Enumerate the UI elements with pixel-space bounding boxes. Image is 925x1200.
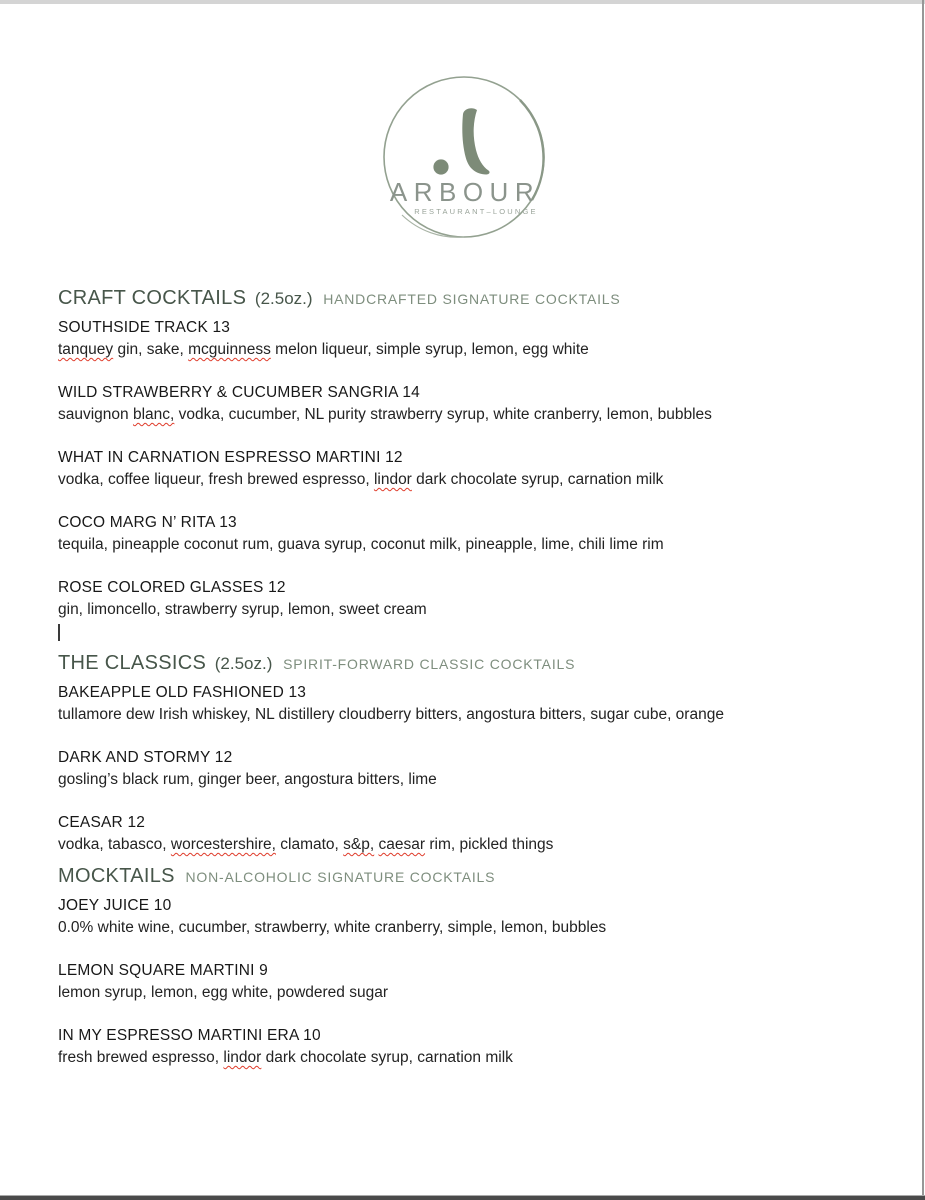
ingredient-text: vodka, tabasco, bbox=[58, 836, 171, 853]
ingredient-text: fresh brewed espresso, bbox=[58, 1049, 224, 1066]
ingredient-text: 0.0% white wine, cucumber, strawberry, white cranberry, simple, lemon, bubbles bbox=[58, 919, 607, 936]
section-items bbox=[58, 895, 858, 1069]
ingredient-text: dark chocolate syrup, carnation milk bbox=[261, 1049, 513, 1066]
item-name-price: WHAT IN CARNATION ESPRESSO MARTINI 12 bbox=[58, 449, 403, 466]
item-ingredients bbox=[58, 769, 858, 791]
ingredient-text: clamato, bbox=[275, 836, 344, 853]
ingredient-text: gosling’s black rum, ginger beer, angostura bitters, lime bbox=[58, 771, 437, 788]
misspelled-word: lindor bbox=[223, 1049, 262, 1066]
item-name-price: SOUTHSIDE TRACK 13 bbox=[58, 319, 231, 336]
section-subtitle: HANDCRAFTED SIGNATURE COCKTAILS bbox=[323, 291, 621, 307]
ingredient-text: sauvignon bbox=[58, 406, 133, 423]
menu-item bbox=[58, 447, 858, 491]
section-size-note: (2.5oz.) bbox=[214, 654, 273, 673]
menu-item bbox=[58, 317, 858, 361]
ingredient-text: rim, pickled things bbox=[425, 836, 554, 853]
menu-item bbox=[58, 812, 858, 856]
ingredient-text: tullamore dew Irish whiskey, NL distillery cloudberry bitters, angostura bitters, sugar cube, orange bbox=[58, 706, 724, 723]
item-ingredients bbox=[58, 834, 858, 856]
item-ingredients bbox=[58, 339, 858, 361]
item-name-price: LEMON SQUARE MARTINI 9 bbox=[58, 962, 268, 979]
item-name-price: COCO MARG N’ RITA 13 bbox=[58, 514, 237, 531]
logo-wordmark: ARBOUR bbox=[389, 177, 541, 207]
menu-item bbox=[58, 382, 858, 426]
section-items bbox=[58, 682, 858, 856]
section-subtitle: NON-ALCOHOLIC SIGNATURE COCKTAILS bbox=[185, 869, 496, 885]
section-title: MOCKTAILS bbox=[58, 865, 175, 887]
menu-item bbox=[58, 747, 858, 791]
item-name-price: CEASAR 12 bbox=[58, 814, 146, 831]
section-header bbox=[58, 648, 858, 678]
menu-item bbox=[58, 682, 858, 726]
menu-item bbox=[58, 512, 858, 556]
text-cursor bbox=[58, 621, 858, 643]
item-ingredients bbox=[58, 704, 858, 726]
misspelled-word: caesar bbox=[378, 836, 426, 853]
item-name-price: WILD STRAWBERRY & CUCUMBER SANGRIA 14 bbox=[58, 384, 420, 401]
item-name-price: BAKEAPPLE OLD FASHIONED 13 bbox=[58, 684, 307, 701]
ingredient-text: melon liqueur, simple syrup, lemon, egg white bbox=[270, 341, 589, 358]
misspelled-word: lindor bbox=[373, 471, 412, 488]
logo-tagline: RESTAURANT–LOUNGE bbox=[414, 207, 538, 216]
item-name-price: JOEY JUICE 10 bbox=[58, 897, 172, 914]
menu-item bbox=[58, 577, 858, 643]
ingredient-text: lemon syrup, lemon, egg white, powdered sugar bbox=[58, 984, 388, 1001]
item-ingredients bbox=[58, 534, 858, 556]
section-title: CRAFT COCKTAILS bbox=[58, 287, 247, 309]
section-header bbox=[58, 861, 858, 891]
item-name-price: DARK AND STORMY 12 bbox=[58, 749, 233, 766]
arbour-logo bbox=[372, 70, 558, 248]
misspelled-word: tanquey bbox=[58, 341, 114, 358]
menu-item bbox=[58, 1025, 858, 1069]
window-right-edge bbox=[922, 0, 924, 1200]
window-bottom-edge bbox=[0, 1195, 925, 1200]
item-ingredients bbox=[58, 599, 858, 621]
menu-section bbox=[58, 861, 858, 1069]
misspelled-word: s&p, bbox=[343, 836, 375, 853]
section-subtitle: SPIRIT-FORWARD CLASSIC COCKTAILS bbox=[283, 656, 576, 672]
ingredient-text: tequila, pineapple coconut rum, guava syrup, coconut milk, pineapple, lime, chili lime rim bbox=[58, 536, 664, 553]
logo-a-mark-icon bbox=[433, 108, 489, 174]
menu-content[interactable] bbox=[58, 283, 858, 1069]
ingredient-text: dark chocolate syrup, carnation milk bbox=[411, 471, 664, 488]
window-top-edge bbox=[0, 0, 925, 4]
item-ingredients bbox=[58, 982, 858, 1004]
item-name-price: IN MY ESPRESSO MARTINI ERA 10 bbox=[58, 1027, 321, 1044]
section-title: THE CLASSICS bbox=[58, 652, 207, 674]
item-ingredients bbox=[58, 469, 858, 491]
misspelled-word: blanc, bbox=[132, 406, 175, 423]
menu-item bbox=[58, 895, 858, 939]
menu-item bbox=[58, 960, 858, 1004]
misspelled-word: worcestershire, bbox=[170, 836, 276, 853]
section-header bbox=[58, 283, 858, 313]
section-items bbox=[58, 317, 858, 643]
ingredient-text: vodka, coffee liqueur, fresh brewed espresso, bbox=[58, 471, 374, 488]
item-ingredients bbox=[58, 404, 858, 426]
misspelled-word: mcguinness bbox=[188, 341, 271, 358]
ingredient-text: gin, sake, bbox=[113, 341, 189, 358]
section-size-note: (2.5oz.) bbox=[254, 289, 313, 308]
menu-section bbox=[58, 283, 858, 643]
menu-section bbox=[58, 648, 858, 856]
ingredient-text: vodka, cucumber, NL purity strawberry syrup, white cranberry, lemon, bubbles bbox=[174, 406, 712, 423]
item-name-price: ROSE COLORED GLASSES 12 bbox=[58, 579, 286, 596]
ingredient-text: gin, limoncello, strawberry syrup, lemon, sweet cream bbox=[58, 601, 427, 618]
item-ingredients bbox=[58, 1047, 858, 1069]
item-ingredients bbox=[58, 917, 858, 939]
